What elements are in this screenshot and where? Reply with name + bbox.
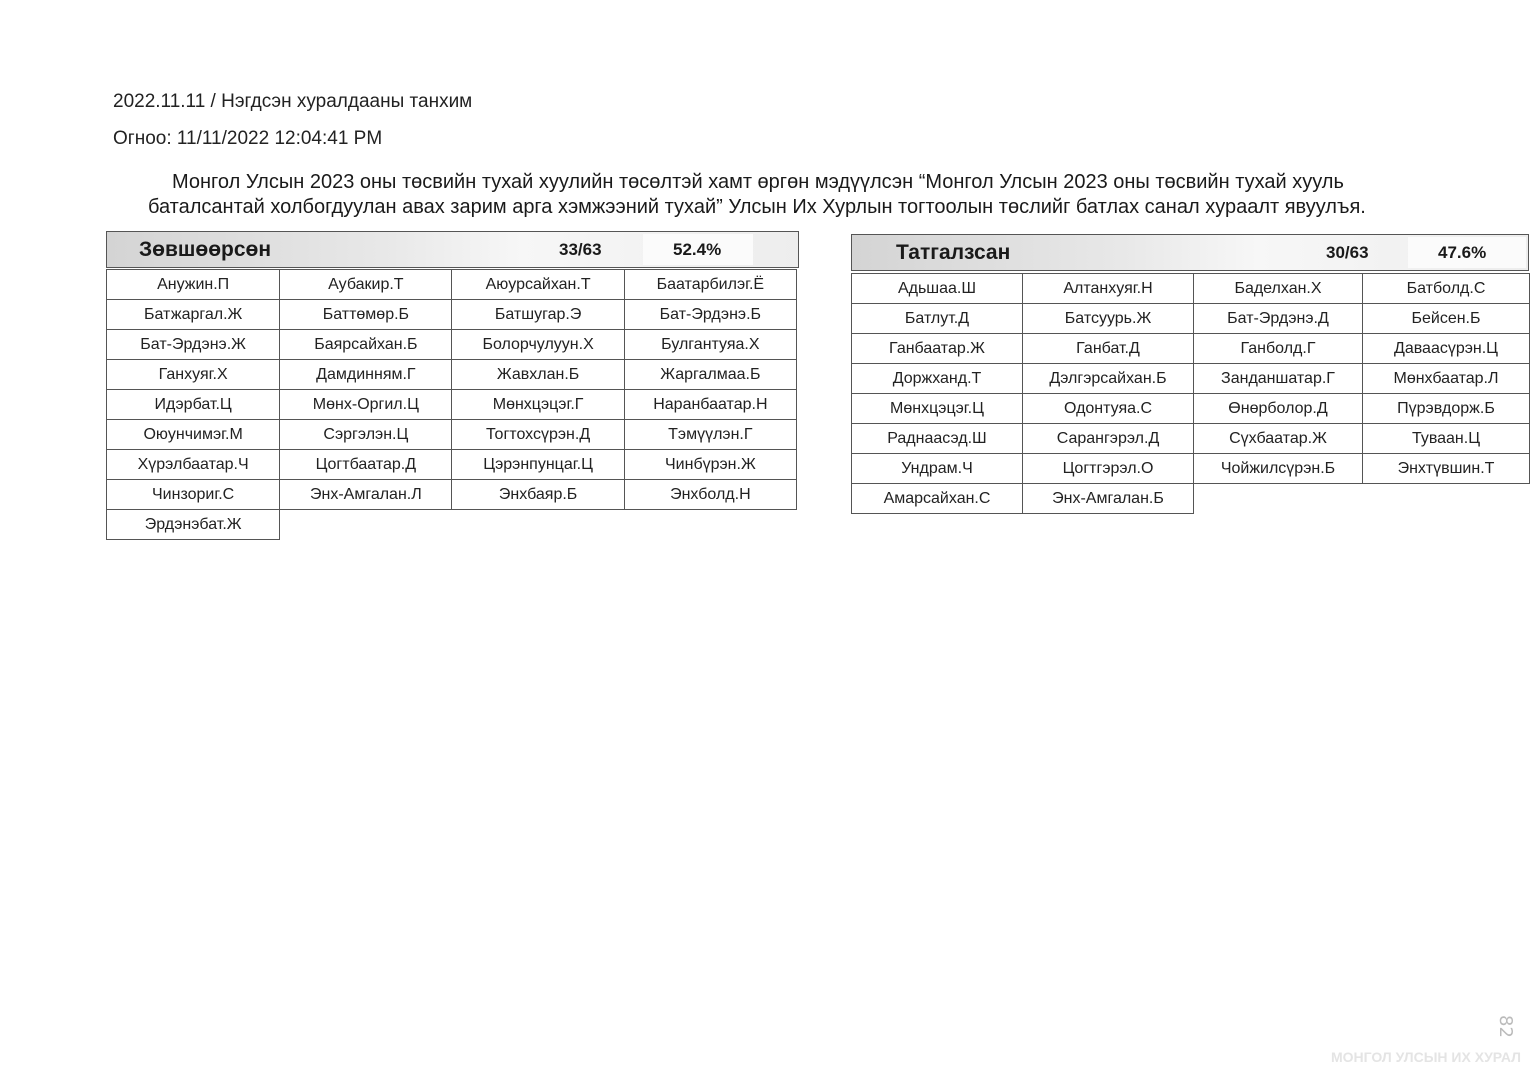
member-name: Мөнх-Оргил.Ц: [280, 390, 452, 420]
member-name: Мөнхцэцэг.Ц: [852, 394, 1023, 424]
member-name: Батжаргал.Ж: [107, 300, 280, 330]
empty-cell: [624, 510, 796, 540]
approved-table: [106, 269, 797, 540]
rejected-count: 30/63: [1326, 243, 1369, 262]
member-name: Ундрам.Ч: [852, 454, 1023, 484]
member-name: Энхболд.Н: [624, 480, 796, 510]
member-name: Сэргэлэн.Ц: [280, 420, 452, 450]
member-name: Аубакир.Т: [280, 270, 452, 300]
table-row: [107, 480, 797, 510]
member-name: Тэмүүлэн.Г: [624, 420, 796, 450]
member-name: Сарангэрэл.Д: [1023, 424, 1194, 454]
motion-text: [140, 170, 1510, 220]
member-name: Жаргалмаа.Б: [624, 360, 796, 390]
member-name: Идэрбат.Ц: [107, 390, 280, 420]
member-name: Бат-Эрдэнэ.Д: [1194, 304, 1363, 334]
member-name: Батболд.С: [1363, 274, 1530, 304]
member-name: Энхтүвшин.Т: [1363, 454, 1530, 484]
member-name: Оюунчимэг.М: [107, 420, 280, 450]
rejected-table: [851, 273, 1530, 514]
member-name: Чинбүрэн.Ж: [624, 450, 796, 480]
rejected-title: Татгалзсан: [896, 241, 1011, 264]
member-name: Одонтуяа.С: [1023, 394, 1194, 424]
member-name: Баделхан.Х: [1194, 274, 1363, 304]
member-name: Эрдэнэбат.Ж: [107, 510, 280, 540]
member-name: Ганхуяг.Х: [107, 360, 280, 390]
member-name: Занданшатар.Г: [1194, 364, 1363, 394]
member-name: Даваасүрэн.Ц: [1363, 334, 1530, 364]
empty-cell: [452, 510, 624, 540]
member-name: Бат-Эрдэнэ.Б: [624, 300, 796, 330]
member-name: Жавхлан.Б: [452, 360, 624, 390]
member-name: Пүрэвдорж.Б: [1363, 394, 1530, 424]
watermark: МОНГОЛ УЛСЫН ИХ ХУРАЛ: [1330, 1049, 1521, 1065]
member-name: Батшугар.Э: [452, 300, 624, 330]
table-row: [852, 424, 1530, 454]
member-name: Амарсайхан.С: [852, 484, 1023, 514]
member-name: Раднаасэд.Ш: [852, 424, 1023, 454]
table-row: [107, 510, 797, 540]
empty-cell: [1363, 484, 1530, 514]
approved-percent: 52.4%: [673, 240, 722, 259]
table-row: [107, 330, 797, 360]
table-row: [107, 390, 797, 420]
approved-count: 33/63: [559, 240, 602, 259]
rejected-header: [851, 234, 1529, 271]
member-name: Бат-Эрдэнэ.Ж: [107, 330, 280, 360]
member-name: Ганбат.Д: [1023, 334, 1194, 364]
member-name: Хүрэлбаатар.Ч: [107, 450, 280, 480]
member-name: Чойжилсүрэн.Б: [1194, 454, 1363, 484]
page-number: 82: [1495, 1015, 1517, 1038]
table-row: [107, 360, 797, 390]
member-name: Булгантуяа.Х: [624, 330, 796, 360]
member-name: Энхбаяр.Б: [452, 480, 624, 510]
member-name: Мөнхцэцэг.Г: [452, 390, 624, 420]
session-location: 2022.11.11 / Нэгдсэн хуралдааны танхим: [113, 91, 473, 112]
member-name: Чинзориг.С: [107, 480, 280, 510]
member-name: Өнөрболор.Д: [1194, 394, 1363, 424]
member-name: Цогтгэрэл.О: [1023, 454, 1194, 484]
member-name: Дэлгэрсайхан.Б: [1023, 364, 1194, 394]
motion-line-1: Монгол Улсын 2023 оны төсвийн тухай хуулийн төсөлтэй хамт өргөн мэдүүлсэн “Монгол Улсын 2023 оны төсвийн тухай хууль: [172, 171, 1344, 193]
table-row: [852, 364, 1530, 394]
table-row: [107, 270, 797, 300]
member-name: Мөнхбаатар.Л: [1363, 364, 1530, 394]
member-name: Баттөмөр.Б: [280, 300, 452, 330]
rejected-percent: 47.6%: [1438, 243, 1487, 262]
member-name: Адьшаа.Ш: [852, 274, 1023, 304]
member-name: Сүхбаатар.Ж: [1194, 424, 1363, 454]
table-row: [852, 274, 1530, 304]
member-name: Цогтбаатар.Д: [280, 450, 452, 480]
member-name: Аюурсайхан.Т: [452, 270, 624, 300]
motion-line-2: баталсантай холбогдуулан авах зарим арга хэмжээний тухай” Улсын Их Хурлын тогтоолын төслийг батлах санал хураалт явуулъя.: [148, 196, 1366, 218]
table-row: [107, 450, 797, 480]
table-row: [107, 300, 797, 330]
member-name: Батлут.Д: [852, 304, 1023, 334]
table-row: [852, 454, 1530, 484]
empty-cell: [1194, 484, 1363, 514]
member-name: Болорчулуун.Х: [452, 330, 624, 360]
member-name: Доржханд.Т: [852, 364, 1023, 394]
member-name: Энх-Амгалан.Л: [280, 480, 452, 510]
table-row: [852, 394, 1530, 424]
member-name: Дамдинням.Г: [280, 360, 452, 390]
member-name: Баатарбилэг.Ё: [624, 270, 796, 300]
vote-date: Огноо: 11/11/2022 12:04:41 PM: [113, 128, 383, 149]
member-name: Туваан.Ц: [1363, 424, 1530, 454]
member-name: Тогтохсүрэн.Д: [452, 420, 624, 450]
member-name: Анужин.П: [107, 270, 280, 300]
member-name: Батсуурь.Ж: [1023, 304, 1194, 334]
member-name: Наранбаатар.Н: [624, 390, 796, 420]
empty-cell: [280, 510, 452, 540]
member-name: Бейсен.Б: [1363, 304, 1530, 334]
member-name: Энх-Амгалан.Б: [1023, 484, 1194, 514]
table-row: [852, 484, 1530, 514]
table-row: [852, 334, 1530, 364]
approved-header: [106, 231, 799, 268]
table-row: [107, 420, 797, 450]
member-name: Цэрэнпунцаг.Ц: [452, 450, 624, 480]
table-row: [852, 304, 1530, 334]
member-name: Алтанхуяг.Н: [1023, 274, 1194, 304]
member-name: Баярсайхан.Б: [280, 330, 452, 360]
member-name: Ганболд.Г: [1194, 334, 1363, 364]
approved-title: Зөвшөөрсөн: [139, 238, 272, 261]
member-name: Ганбаатар.Ж: [852, 334, 1023, 364]
